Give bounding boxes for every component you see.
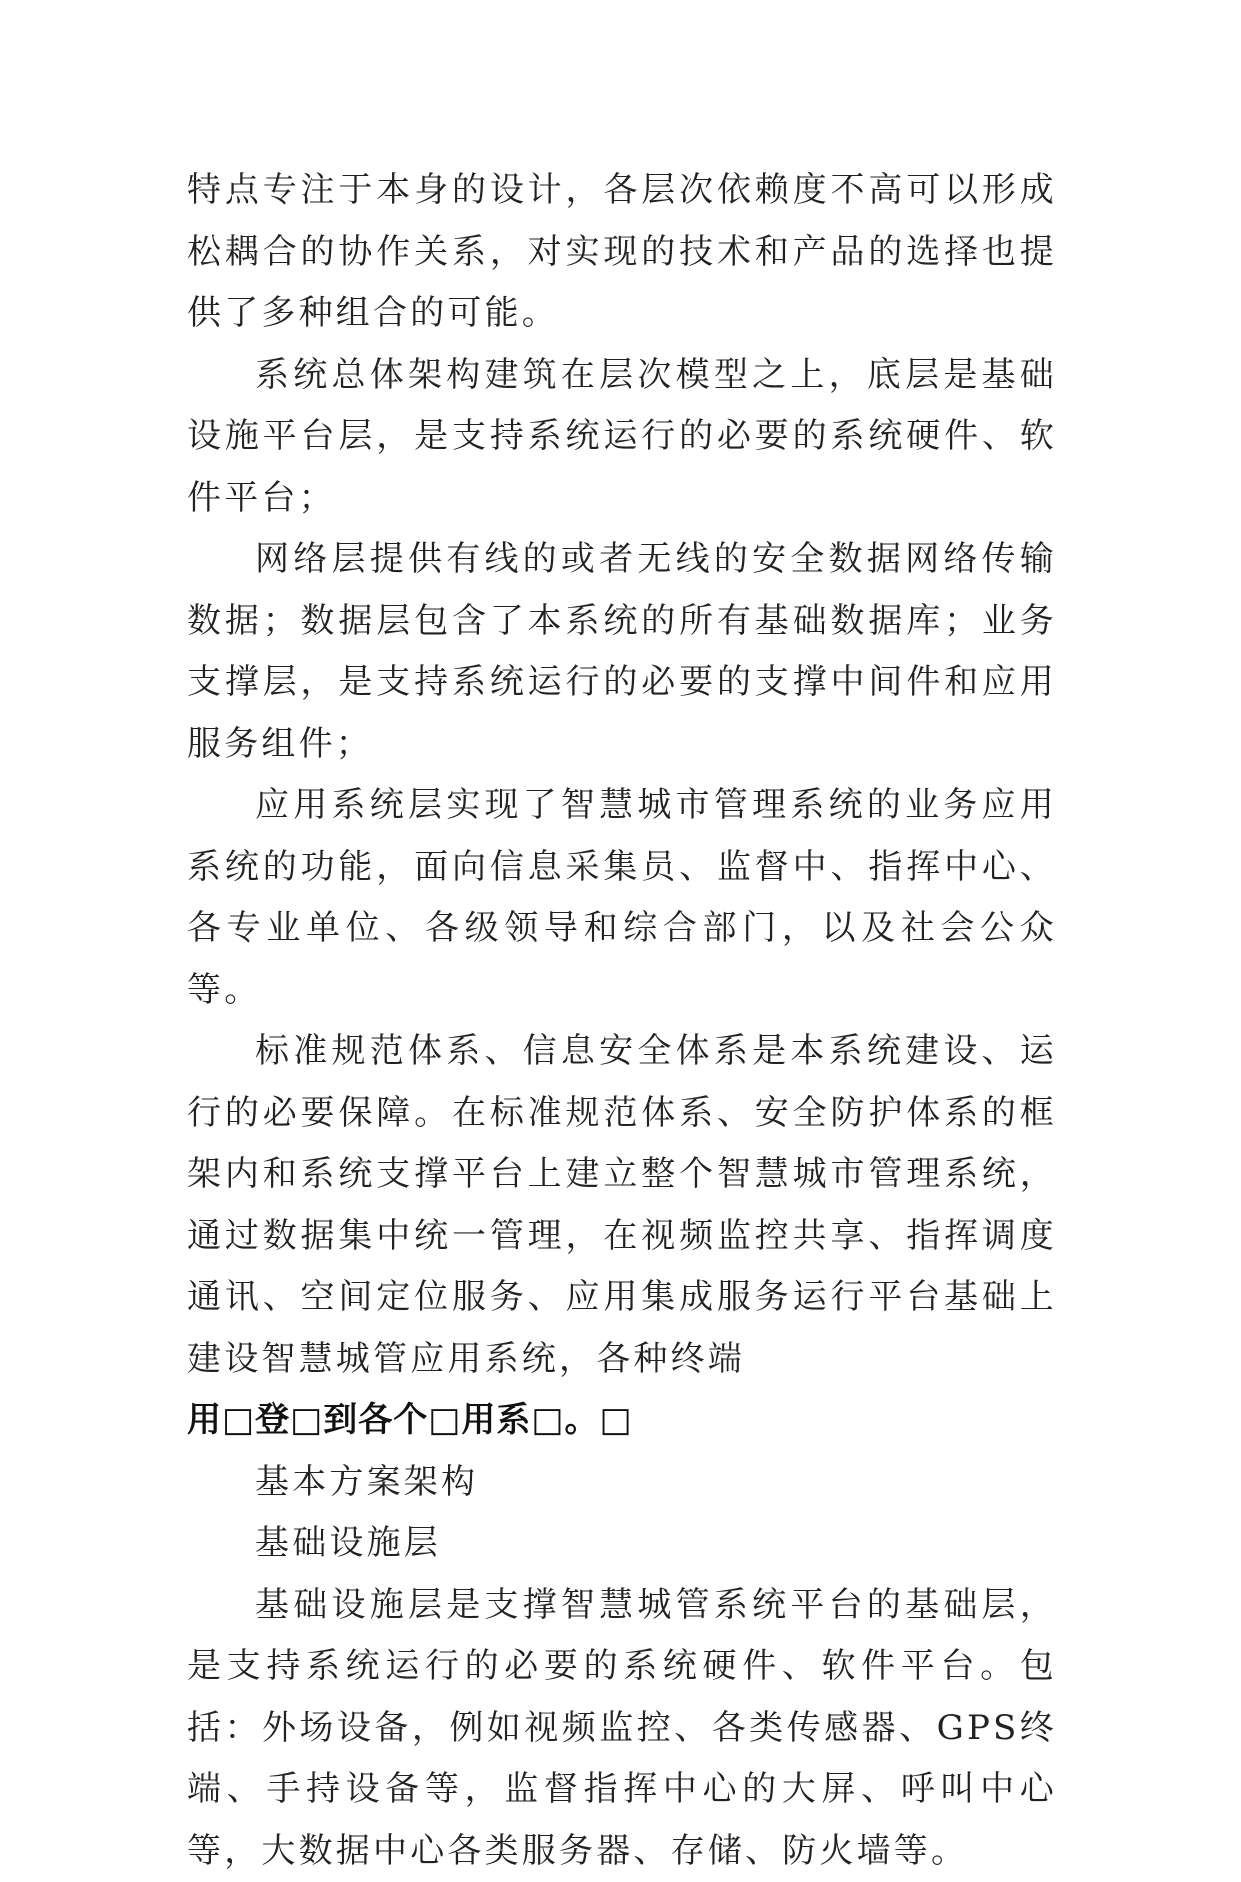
- paragraph-standards-security: 标准规范体系、信息安全体系是本系统建设、运行的必要保障。在标准规范体系、安全防护体系的框架内和系统支撑平台上建立整个智慧城市管理系统，通过数据集中统一管理，在视频监控共享、指挥调度通讯、空间定位服务、应用集成服务运行平台基础上建设智慧城管应用系统，各种终端: [187, 1021, 1057, 1390]
- paragraph-garbled-line: 用□登□到各个□用系□。□: [187, 1390, 1057, 1452]
- section-heading-infrastructure-layer: 基础设施层: [187, 1513, 1057, 1575]
- paragraph-network-data-layers: 网络层提供有线的或者无线的安全数据网络传输数据；数据层包含了本系统的所有基础数据库；业务支撑层，是支持系统运行的必要的支撑中间件和应用服务组件；: [187, 529, 1057, 775]
- paragraph-architecture-features: 特点专注于本身的设计，各层次依赖度不高可以形成松耦合的协作关系，对实现的技术和产品的选择也提供了多种组合的可能。: [187, 160, 1057, 345]
- paragraph-infrastructure-layer: 基础设施层是支撑智慧城管系统平台的基础层，是支持系统运行的必要的系统硬件、软件平台。包括：外场设备，例如视频监控、各类传感器、GPS终端、手持设备等，监督指挥中心的大屏、呼叫中心等，大数据中心各类服务器、存储、防火墙等。: [187, 1575, 1057, 1882]
- paragraph-overall-architecture: 系统总体架构建筑在层次模型之上，底层是基础设施平台层，是支持系统运行的必要的系统硬件、软件平台；: [187, 345, 1057, 530]
- paragraph-application-layer: 应用系统层实现了智慧城市管理系统的业务应用系统的功能，面向信息采集员、监督中、指挥中心、各专业单位、各级领导和综合部门，以及社会公众等。: [187, 775, 1057, 1021]
- document-body: [187, 160, 1057, 1882]
- section-heading-basic-architecture: 基本方案架构: [187, 1452, 1057, 1514]
